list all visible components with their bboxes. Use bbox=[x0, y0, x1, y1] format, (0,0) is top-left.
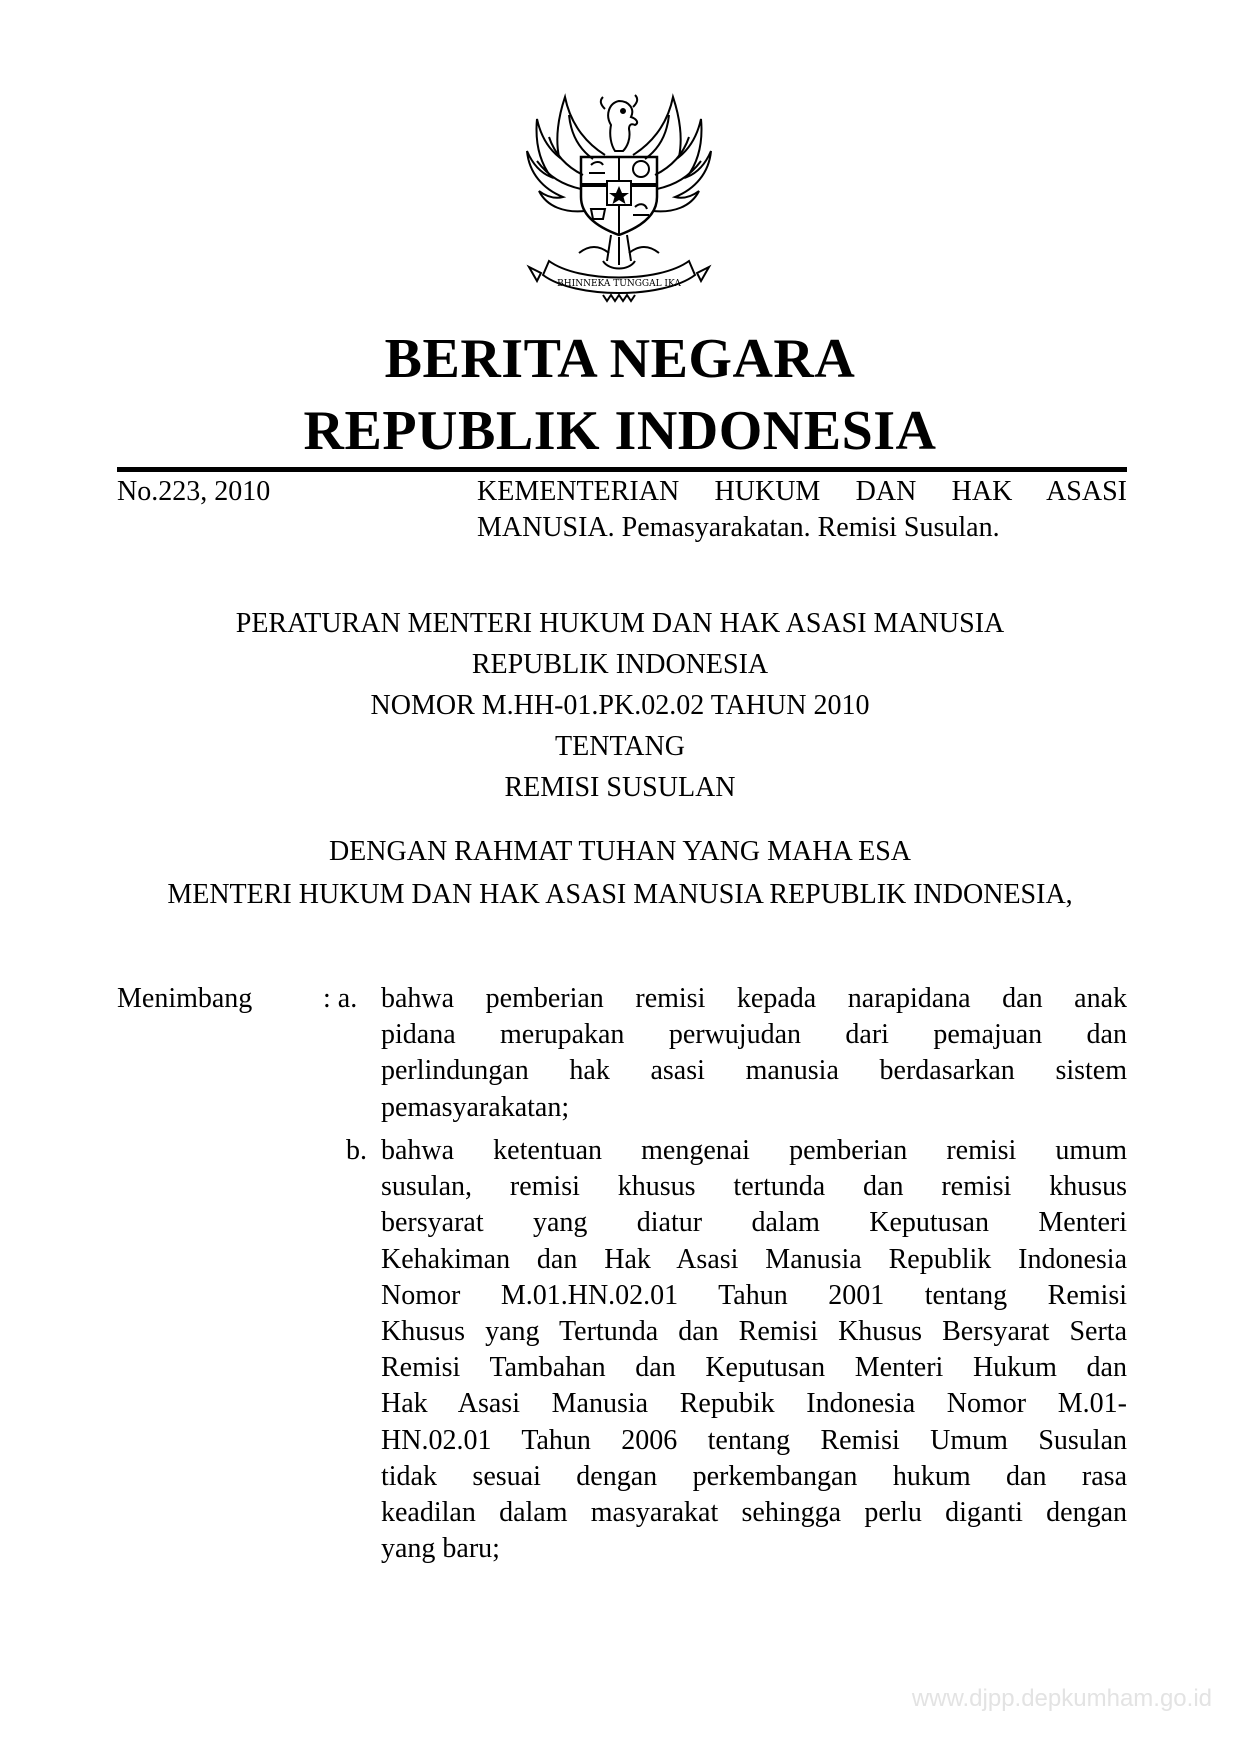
garuda-pancasila-emblem-icon bbox=[519, 85, 719, 303]
text-line: susulan, remisi khusus tertunda dan remisi khusus bbox=[381, 1171, 1127, 1203]
regulation-title: PERATURAN MENTERI HUKUM DAN HAK ASASI MANUSIA bbox=[235, 608, 1005, 639]
svg-text:BHINNEKA TUNGGAL IKA: BHINNEKA TUNGGAL IKA bbox=[557, 279, 681, 289]
regulation-number: NOMOR M.HH-01.PK.02.02 TAHUN 2010 bbox=[370, 690, 870, 721]
watermark-url: www.djpp.depkumham.go.id bbox=[911, 1685, 1212, 1712]
regulation-subject: REMISI SUSULAN bbox=[504, 772, 736, 803]
text-line: keadilan dalam masyarakat sehingga perlu diganti dengan bbox=[381, 1497, 1127, 1529]
preamble-line: DENGAN RAHMAT TUHAN YANG MAHA ESA bbox=[328, 836, 912, 867]
considering-label: Menimbang bbox=[117, 983, 253, 1014]
text-line: Nomor M.01.HN.02.01 Tahun 2001 tentang Remisi bbox=[381, 1279, 1127, 1311]
text-line: Khusus yang Tertunda dan Remisi Khusus Bersyarat Serta bbox=[381, 1316, 1127, 1348]
issue-number: No.223, 2010 bbox=[117, 476, 271, 507]
considering-item-b bbox=[381, 1133, 1127, 1567]
considering-item-a bbox=[381, 981, 1127, 1126]
text-line: HN.02.01 Tahun 2006 tentang Remisi Umum Susulan bbox=[381, 1424, 1127, 1456]
issue-subject-line: MANUSIA. Pemasyarakatan. Remisi Susulan. bbox=[477, 512, 1000, 543]
text-line: bahwa ketentuan mengenai pemberian remisi umum bbox=[381, 1135, 1127, 1166]
text-line: pidana merupakan perwujudan dari pemajuan dan bbox=[381, 1019, 1127, 1051]
text-line: bahwa pemberian remisi kepada narapidana dan anak bbox=[381, 983, 1127, 1014]
text-line: Remisi Tambahan dan Keputusan Menteri Hukum dan bbox=[381, 1352, 1127, 1384]
considering-item-marker: : a. bbox=[323, 983, 358, 1014]
considering-item-marker: b. bbox=[346, 1135, 367, 1166]
text-line: tidak sesuai dengan perkembangan hukum dan rasa bbox=[381, 1460, 1127, 1492]
regulation-title-country: REPUBLIK INDONESIA bbox=[471, 649, 769, 680]
masthead-divider bbox=[117, 467, 1127, 472]
issue-subject bbox=[477, 474, 1127, 546]
text-line: pemasyarakatan; bbox=[381, 1091, 570, 1123]
text-line: bersyarat yang diatur dalam Keputusan Menteri bbox=[381, 1207, 1127, 1239]
masthead-title: BERITA NEGARA bbox=[384, 328, 856, 390]
text-line: Kehakiman dan Hak Asasi Manusia Republik Indonesia bbox=[381, 1243, 1127, 1275]
text-line: perlindungan hak asasi manusia berdasarkan sistem bbox=[381, 1055, 1127, 1087]
text-line: yang baru; bbox=[381, 1533, 500, 1565]
issue-subject-line: KEMENTERIAN HUKUM DAN HAK ASASI bbox=[477, 476, 1127, 507]
regulation-about: TENTANG bbox=[555, 731, 685, 762]
text-line: Hak Asasi Manusia Repubik Indonesia Nomor M.01- bbox=[381, 1388, 1127, 1420]
masthead-subtitle: REPUBLIK INDONESIA bbox=[303, 400, 937, 462]
preamble-minister: MENTERI HUKUM DAN HAK ASASI MANUSIA REPUBLIK INDONESIA, bbox=[167, 879, 1073, 910]
